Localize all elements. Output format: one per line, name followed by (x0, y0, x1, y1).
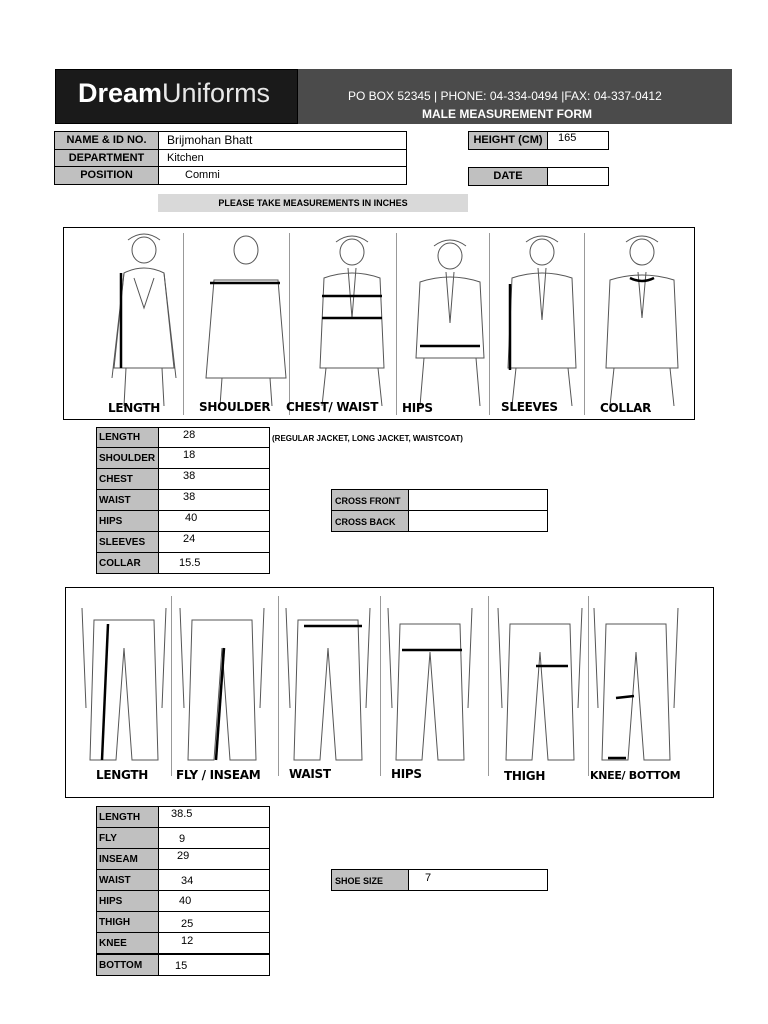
sleeves-field[interactable]: 24 (158, 531, 270, 553)
collar-label: COLLAR (96, 552, 159, 574)
inseam-marker (216, 648, 224, 760)
fig-label-trouser-hips: HIPS (391, 767, 422, 781)
height-field[interactable]: 165 (547, 131, 609, 150)
form-title: MALE MEASUREMENT FORM (422, 107, 592, 121)
figure-divider (489, 233, 490, 415)
date-label: DATE (468, 167, 548, 186)
upper-length-label: LENGTH (96, 427, 159, 448)
name-field[interactable]: Brijmohan Bhatt (158, 131, 407, 150)
inseam-field[interactable]: 29 (158, 848, 270, 870)
figure-shoulder (206, 236, 286, 406)
figure-divider (380, 596, 381, 776)
figure-trouser-waist (286, 608, 370, 760)
thigh-field[interactable]: 25 (158, 911, 270, 933)
shoe-size-field[interactable]: 7 (408, 869, 548, 891)
upper-waist-label: WAIST (96, 489, 159, 511)
fig-label-sleeves: SLEEVES (501, 400, 558, 414)
trouser-waist-label: WAIST (96, 869, 159, 891)
department-field[interactable]: Kitchen (158, 149, 407, 167)
lower-body-diagram-panel (65, 587, 714, 798)
header-logo (55, 69, 298, 124)
height-label: HEIGHT (CM) (468, 131, 548, 150)
lower-body-figures (66, 588, 712, 796)
logo-text: DreamUniforms (78, 78, 271, 108)
collar-marker (630, 278, 654, 281)
fig-label-length: LENGTH (108, 401, 160, 415)
jacket-note: (REGULAR JACKET, LONG JACKET, WAISTCOAT) (272, 434, 463, 443)
collar-field[interactable]: 15.5 (158, 552, 270, 574)
shoe-size-label: SHOE SIZE (331, 869, 409, 891)
inseam-label: INSEAM (96, 848, 159, 870)
figure-trouser-hips (388, 608, 472, 760)
cross-front-label: CROSS FRONT (331, 489, 409, 511)
figure-divider (588, 596, 589, 776)
figure-divider (584, 233, 585, 415)
figure-divider (289, 233, 290, 415)
figure-collar (606, 236, 678, 406)
upper-hips-label: HIPS (96, 510, 159, 532)
bottom-field[interactable]: 15 (158, 954, 270, 976)
cross-back-field[interactable] (408, 510, 548, 532)
figure-divider (171, 596, 172, 776)
trouser-length-label: LENGTH (96, 806, 159, 828)
chest-field[interactable]: 38 (158, 468, 270, 490)
figure-chest-waist (320, 236, 384, 406)
fig-label-hips: HIPS (402, 401, 433, 415)
fig-label-shoulder: SHOULDER (199, 400, 271, 414)
header-contact: PO BOX 52345 | PHONE: 04-334-0494 |FAX: 04-337-0412 (348, 89, 662, 103)
knee-field[interactable]: 12 (158, 932, 270, 954)
figure-trouser-length (82, 608, 166, 760)
figure-hips (416, 240, 484, 406)
fly-field[interactable]: 9 (158, 827, 270, 849)
shoulder-field[interactable]: 18 (158, 447, 270, 469)
upper-body-diagram-panel (63, 227, 695, 420)
cross-front-field[interactable] (408, 489, 548, 511)
header-bar (298, 69, 732, 124)
figure-divider (183, 233, 184, 415)
figure-thigh (498, 608, 582, 760)
trouser-length-field[interactable]: 38.5 (158, 806, 270, 828)
thigh-label: THIGH (96, 911, 159, 933)
fig-label-chest-waist: CHEST/ WAIST (286, 400, 379, 414)
trouser-hips-label: HIPS (96, 890, 159, 912)
date-field[interactable] (547, 167, 609, 186)
upper-waist-field[interactable]: 38 (158, 489, 270, 511)
trouser-length-marker (102, 624, 108, 760)
figure-divider (488, 596, 489, 776)
figure-divider (278, 596, 279, 776)
figure-sleeves (508, 236, 576, 406)
upper-body-figures (64, 228, 693, 418)
cross-back-label: CROSS BACK (331, 510, 409, 532)
fig-label-fly-inseam: FLY / INSEAM (176, 768, 261, 782)
shoulder-label: SHOULDER (96, 447, 159, 469)
bottom-label: BOTTOM (96, 954, 159, 976)
name-label: NAME & ID NO. (54, 131, 159, 150)
fig-label-collar: COLLAR (600, 401, 652, 415)
upper-hips-field[interactable]: 40 (158, 510, 270, 532)
trouser-hips-field[interactable]: 40 (158, 890, 270, 912)
chest-label: CHEST (96, 468, 159, 490)
fig-label-thigh: THIGH (504, 769, 546, 783)
position-field[interactable]: Commi (158, 166, 407, 185)
trouser-waist-field[interactable]: 34 (158, 869, 270, 891)
fly-label: FLY (96, 827, 159, 849)
figure-knee-bottom (594, 608, 678, 760)
sleeves-label: SLEEVES (96, 531, 159, 553)
measurement-notice: PLEASE TAKE MEASUREMENTS IN INCHES (158, 194, 468, 212)
fig-label-trouser-length: LENGTH (96, 768, 148, 782)
upper-length-field[interactable]: 28 (158, 427, 270, 448)
figure-divider (396, 233, 397, 415)
fig-label-trouser-waist: WAIST (289, 767, 331, 781)
position-label: POSITION (54, 166, 159, 185)
fig-label-knee-bottom: KNEE/ BOTTOM (590, 769, 681, 782)
knee-label: KNEE (96, 932, 159, 954)
department-label: DEPARTMENT (54, 149, 159, 167)
